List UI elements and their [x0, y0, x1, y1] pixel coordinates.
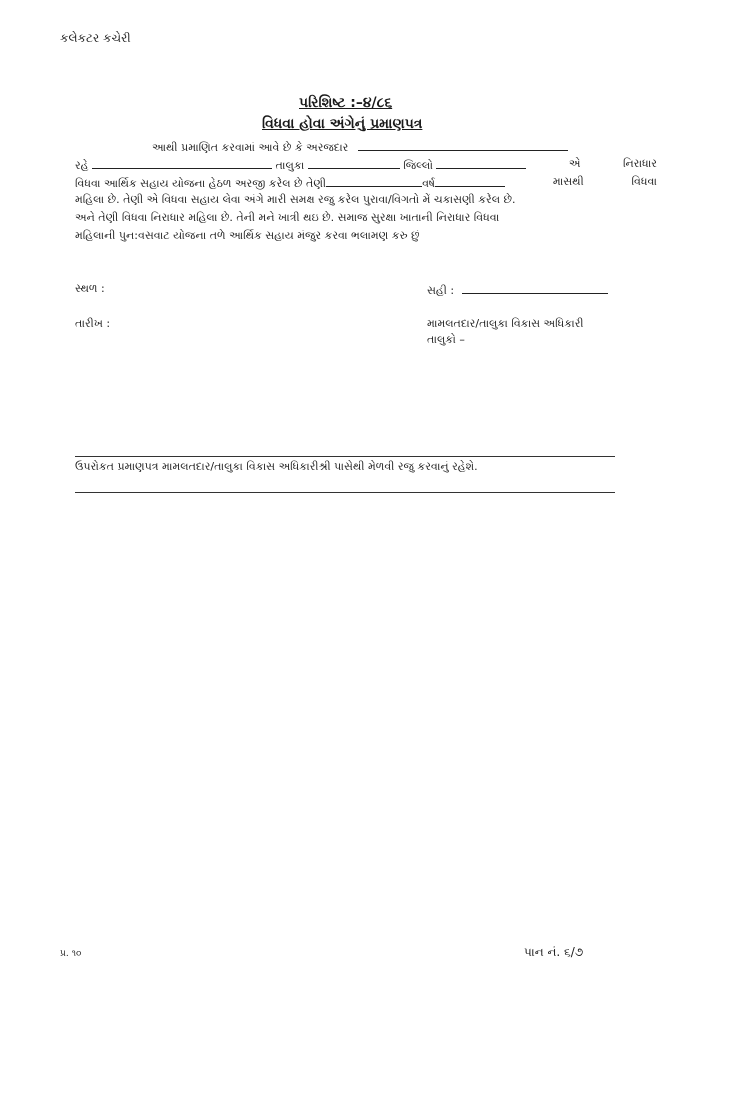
that-label: એ [568, 157, 581, 170]
taluka-label: તાલુકા [275, 159, 305, 172]
taluka-blank[interactable] [308, 157, 400, 169]
application-blank[interactable] [326, 175, 422, 187]
body-line-3-text: વિધવા આર્થિક સહાય યોજના હેઠળ અરજી કરેલ છે તેણી [75, 177, 327, 190]
annex-title: પરિશિષ્ટ :–૪/૮૬ [299, 95, 393, 111]
body-line-1-text: આથી પ્રમાણિત કરવામાં આવે છે કે અરજદાર [152, 141, 349, 154]
residence-label: રહે [75, 159, 89, 172]
from-month-label: માસથી [552, 175, 584, 188]
body-line-1 [152, 139, 568, 155]
officer-title: મામલતદાર/તાલુકા વિકાસ અધિકારી [427, 317, 584, 330]
signature-label-text: સહી : [427, 284, 455, 297]
officer-taluka-label: તાલુકો – [427, 333, 465, 346]
office-header: કલેકટર કચેરી [60, 31, 131, 45]
form-number: પ્ર. ૧૦ [60, 949, 82, 959]
residence-blank[interactable] [92, 157, 272, 169]
signature-label [427, 282, 608, 298]
district-blank[interactable] [436, 157, 526, 169]
destitute-label: નિરાધાર [622, 157, 657, 170]
year-label: વર્ષ [422, 177, 436, 190]
certificate-title: વિધવા હોવા અંગેનું પ્રમાણપત્ર [262, 116, 423, 132]
body-line-6: મહિલાની પુન:વસવાટ યોજના તળે આર્થિક સહાય મંજુર કરવા ભલામણ કરુ છું [75, 229, 420, 242]
district-label: જિલ્લો [403, 159, 433, 172]
note-top-divider [75, 456, 615, 457]
applicant-name-blank[interactable] [358, 139, 568, 151]
year-blank[interactable] [435, 175, 505, 187]
body-line-5: અને તેણી વિધવા નિરાધાર મહિલા છે. તેની મને ખાત્રી થઇ છે. સમાજ સુરક્ષા ખાતાની નિરાધાર વિધવા [75, 211, 500, 224]
widow-label: વિધવા [631, 175, 657, 188]
place-label: સ્થળ : [75, 282, 105, 295]
body-line-4: મહિલા છે. તેણી એ વિધવા સહાય લેવા અંગે મારી સમક્ષ રજુ કરેલ પુરાવા/વિગતો મેં ચકાસણી કરેલ છે. [75, 193, 516, 206]
body-line-3 [75, 175, 657, 191]
note-bottom-divider [75, 492, 615, 493]
body-line-2 [75, 157, 657, 173]
date-label: તારીખ : [75, 317, 111, 330]
page-number: પાન નં. ૬/૭ [524, 945, 584, 959]
note-text: ઉપરોકત પ્રમાણપત્ર મામલતદાર/તાલુકા વિકાસ અધિકારીશ્રી પાસેથી મેળવી રજુ કરવાનું રહેશે. [75, 460, 478, 473]
signature-blank[interactable] [462, 282, 608, 294]
